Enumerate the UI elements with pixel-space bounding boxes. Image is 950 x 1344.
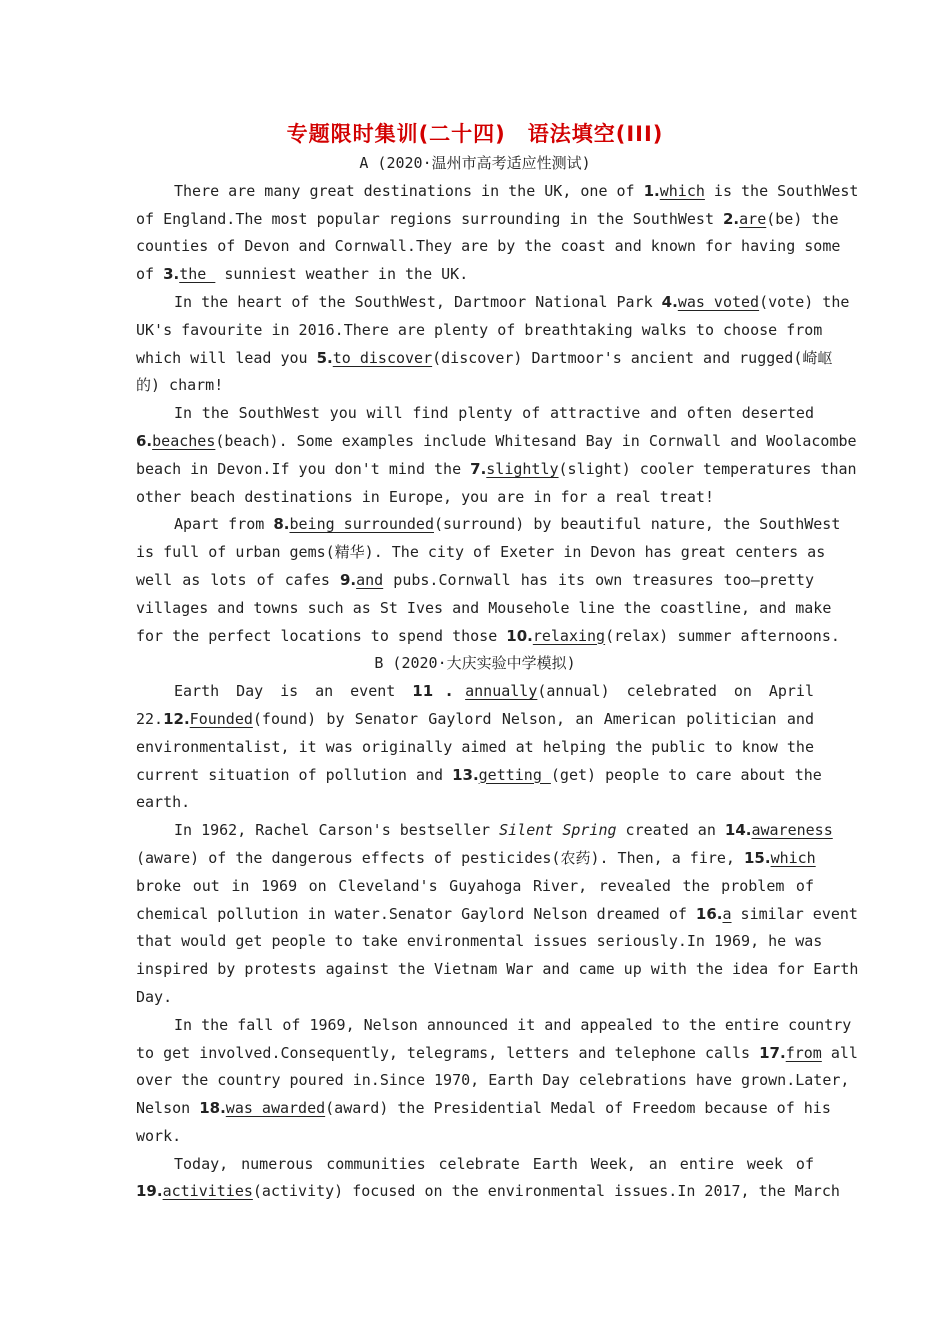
text-line (136, 956, 859, 984)
text-run: (discover) Dartmoor's ancient and rugged(崎岖 (432, 348, 833, 367)
text-line (136, 595, 832, 623)
text-run: is full of urban gems(精华). The city of Exeter in Devon has great centers as (136, 543, 826, 562)
text-run: (beach). Some examples include Whitesand Bay in Cornwall and Woolacombe (215, 431, 857, 450)
text-line (136, 789, 814, 817)
blank-number: 6. (136, 431, 153, 450)
text-run: Earth Day is an event (174, 682, 413, 701)
text-run: which will lead you (136, 348, 317, 367)
text-run: (vote) the (759, 292, 850, 311)
text-line (136, 345, 833, 373)
text-run: of England.The most popular regions surrounding in the SouthWest (136, 209, 723, 228)
section-heading: B (2020·大庆实验中学模拟) (374, 654, 576, 673)
text-run: (found) by Senator Gaylord Nelson, an American politician and (252, 709, 814, 728)
text-run: Nelson (136, 1099, 200, 1118)
answer-blank: annually (465, 682, 538, 701)
text-run: similar event (731, 904, 858, 923)
text-run: (surround) by beautiful nature, the SouthWest (433, 515, 841, 534)
text-run: of (136, 265, 164, 284)
text-line (136, 623, 840, 651)
answer-blank: are (739, 209, 767, 228)
text-line (136, 428, 857, 456)
text-run: In the SouthWest you will find plenty of attractive and often deserted (174, 404, 814, 423)
text-line (136, 372, 814, 400)
page-title: 专题限时集训(二十四) 语法填空(III) (286, 122, 664, 146)
paragraph (136, 289, 850, 400)
text-run: (slight) cooler temperatures than (558, 459, 857, 478)
text-run: broke out in 1969 on Cleveland's Guyahoga River, revealed the problem of (136, 876, 814, 895)
text-run: for the perfect locations to spend those (136, 626, 507, 645)
text-run: all (821, 1043, 858, 1062)
text-run: Today, numerous communities celebrate Earth Week, an entire week of (174, 1154, 814, 1173)
blank-number: 16. (695, 904, 723, 923)
answer-blank: Founded (189, 709, 253, 728)
text-run: other beach destinations in Europe, you are in for a real treat! (136, 487, 714, 506)
text-run: UK's favourite in 2016.There are plenty of breathtaking walks to choose from (136, 320, 823, 339)
blank-number: 17. (759, 1043, 786, 1062)
text-run: (activity) focused on the environmental issues.In 2017, the March (252, 1182, 840, 1201)
text-run: In 1962, Rachel Carson's bestseller (174, 821, 500, 840)
paragraph (136, 400, 857, 511)
text-run: (award) the Presidential Medal of Freedom because of his (325, 1099, 831, 1118)
text-line (136, 1012, 852, 1040)
text-run: (aware) of the dangerous effects of pesticides(农药). Then, a fire, (136, 848, 744, 867)
text-run: 的) charm! (136, 376, 224, 395)
text-run: There are many great destinations in the UK, one of (174, 181, 644, 200)
answer-blank: activities (162, 1182, 253, 1201)
text-line (136, 1178, 840, 1206)
text-line (136, 984, 814, 1012)
text-line (136, 901, 858, 929)
blank-number: 7. (470, 459, 487, 478)
text-line (136, 762, 822, 790)
blank-number: 12. (163, 709, 190, 728)
section-heading: A (2020·温州市高考适应性测试) (359, 154, 591, 172)
text-run: work. (136, 1126, 182, 1145)
text-line (136, 1123, 814, 1151)
answer-blank: to discover (332, 348, 433, 367)
text-line (136, 845, 814, 873)
text-line (136, 233, 841, 261)
text-run: pubs.Cornwall has its own treasures too—pretty (383, 570, 814, 589)
answer-blank: which (770, 848, 816, 867)
text-line (136, 456, 857, 484)
text-line (136, 539, 826, 567)
text-line (136, 178, 859, 206)
text-line (136, 261, 814, 289)
text-line (136, 928, 823, 956)
document-body (136, 150, 859, 1206)
answer-blank: the (179, 265, 216, 284)
text-run: created an (616, 821, 725, 840)
answer-blank: slightly (486, 459, 559, 478)
text-run: earth. (136, 793, 191, 812)
answer-blank: getting (478, 765, 551, 784)
text-line (136, 206, 839, 234)
text-line (136, 511, 841, 539)
text-run: that would get people to take environmental issues seriously.In 1969, he was (136, 932, 823, 951)
text-run: Apart from (174, 515, 274, 534)
blank-number: 5. (316, 348, 333, 367)
answer-blank: was voted (677, 292, 760, 311)
text-run: 22. (136, 709, 164, 728)
text-line (136, 678, 814, 706)
document-page (136, 118, 859, 1206)
blank-number: 10. (506, 626, 533, 645)
blank-number: 2. (723, 209, 740, 228)
text-line (136, 1095, 831, 1123)
blank-number: 19. (136, 1182, 163, 1201)
text-line (136, 567, 814, 595)
text-run: chemical pollution in water.Senator Gaylord Nelson dreamed of (136, 904, 696, 923)
text-line (136, 1040, 858, 1068)
blank-number: 13. (452, 765, 479, 784)
blank-number: 8. (273, 515, 290, 534)
text-run: (relax) summer afternoons. (605, 626, 840, 645)
paragraph (136, 178, 859, 289)
text-run: is the SouthWest (704, 181, 859, 200)
text-run: counties of Devon and Cornwall.They are by the coast and known for having some (136, 237, 841, 256)
text-run: over the country poured in.Since 1970, Earth Day celebrations have grown.Later, (136, 1071, 850, 1090)
answer-blank: beaches (152, 431, 216, 450)
text-run: In the fall of 1969, Nelson announced it and appealed to the entire country (174, 1015, 852, 1034)
text-line (136, 1067, 850, 1095)
text-run: Day. (136, 987, 173, 1006)
text-run: (get) people to care about the (550, 765, 822, 784)
text-line (136, 734, 814, 762)
text-run: villages and towns such as St Ives and Mousehole line the coastline, and make (136, 598, 832, 617)
answer-blank: a (722, 904, 732, 923)
text-run: (be) the (766, 209, 839, 228)
text-line (136, 706, 814, 734)
answer-blank: from (785, 1043, 822, 1062)
text-line (136, 817, 833, 845)
text-run: beach in Devon.If you don't mind the (136, 459, 471, 478)
text-run: environmentalist, it was originally aimed at helping the public to know the (136, 737, 814, 756)
answer-blank: and (356, 570, 384, 589)
answer-blank: which (659, 181, 705, 200)
text-line (136, 289, 850, 317)
blank-number: 1. (643, 181, 660, 200)
blank-number: 4. (661, 292, 678, 311)
blank-number: 9. (339, 570, 357, 589)
blank-number: 15. (743, 848, 771, 867)
text-run: to get involved.Consequently, telegrams, letters and telephone calls (136, 1043, 760, 1062)
text-run: inspired by protests against the Vietnam War and came up with the idea for Earth (136, 960, 859, 979)
blank-number: 3. (163, 265, 180, 284)
text-line (136, 873, 814, 901)
answer-blank: was awarded (225, 1099, 326, 1118)
paragraph (136, 1012, 858, 1151)
text-line (136, 400, 814, 428)
text-line (136, 484, 814, 512)
text-run: well as lots of cafes (136, 570, 340, 589)
answer-blank: relaxing (532, 626, 606, 645)
text-line (136, 317, 823, 345)
paragraph (136, 511, 841, 650)
blank-number: 11 . (412, 682, 466, 701)
text-run: In the heart of the SouthWest, Dartmoor National Park (174, 292, 662, 311)
blank-number: 18. (199, 1099, 226, 1118)
text-run: (annual) celebrated on April (537, 682, 814, 701)
text-line (136, 1151, 814, 1179)
text-run: current situation of pollution and (136, 765, 453, 784)
book-title: Silent Spring (499, 821, 617, 840)
paragraph (136, 678, 822, 817)
answer-blank: being surrounded (289, 515, 434, 534)
answer-blank: awareness (751, 821, 833, 840)
paragraph (136, 817, 859, 1012)
paragraph (136, 1151, 840, 1207)
text-run: sunniest weather in the UK. (215, 265, 469, 284)
blank-number: 14. (724, 821, 752, 840)
